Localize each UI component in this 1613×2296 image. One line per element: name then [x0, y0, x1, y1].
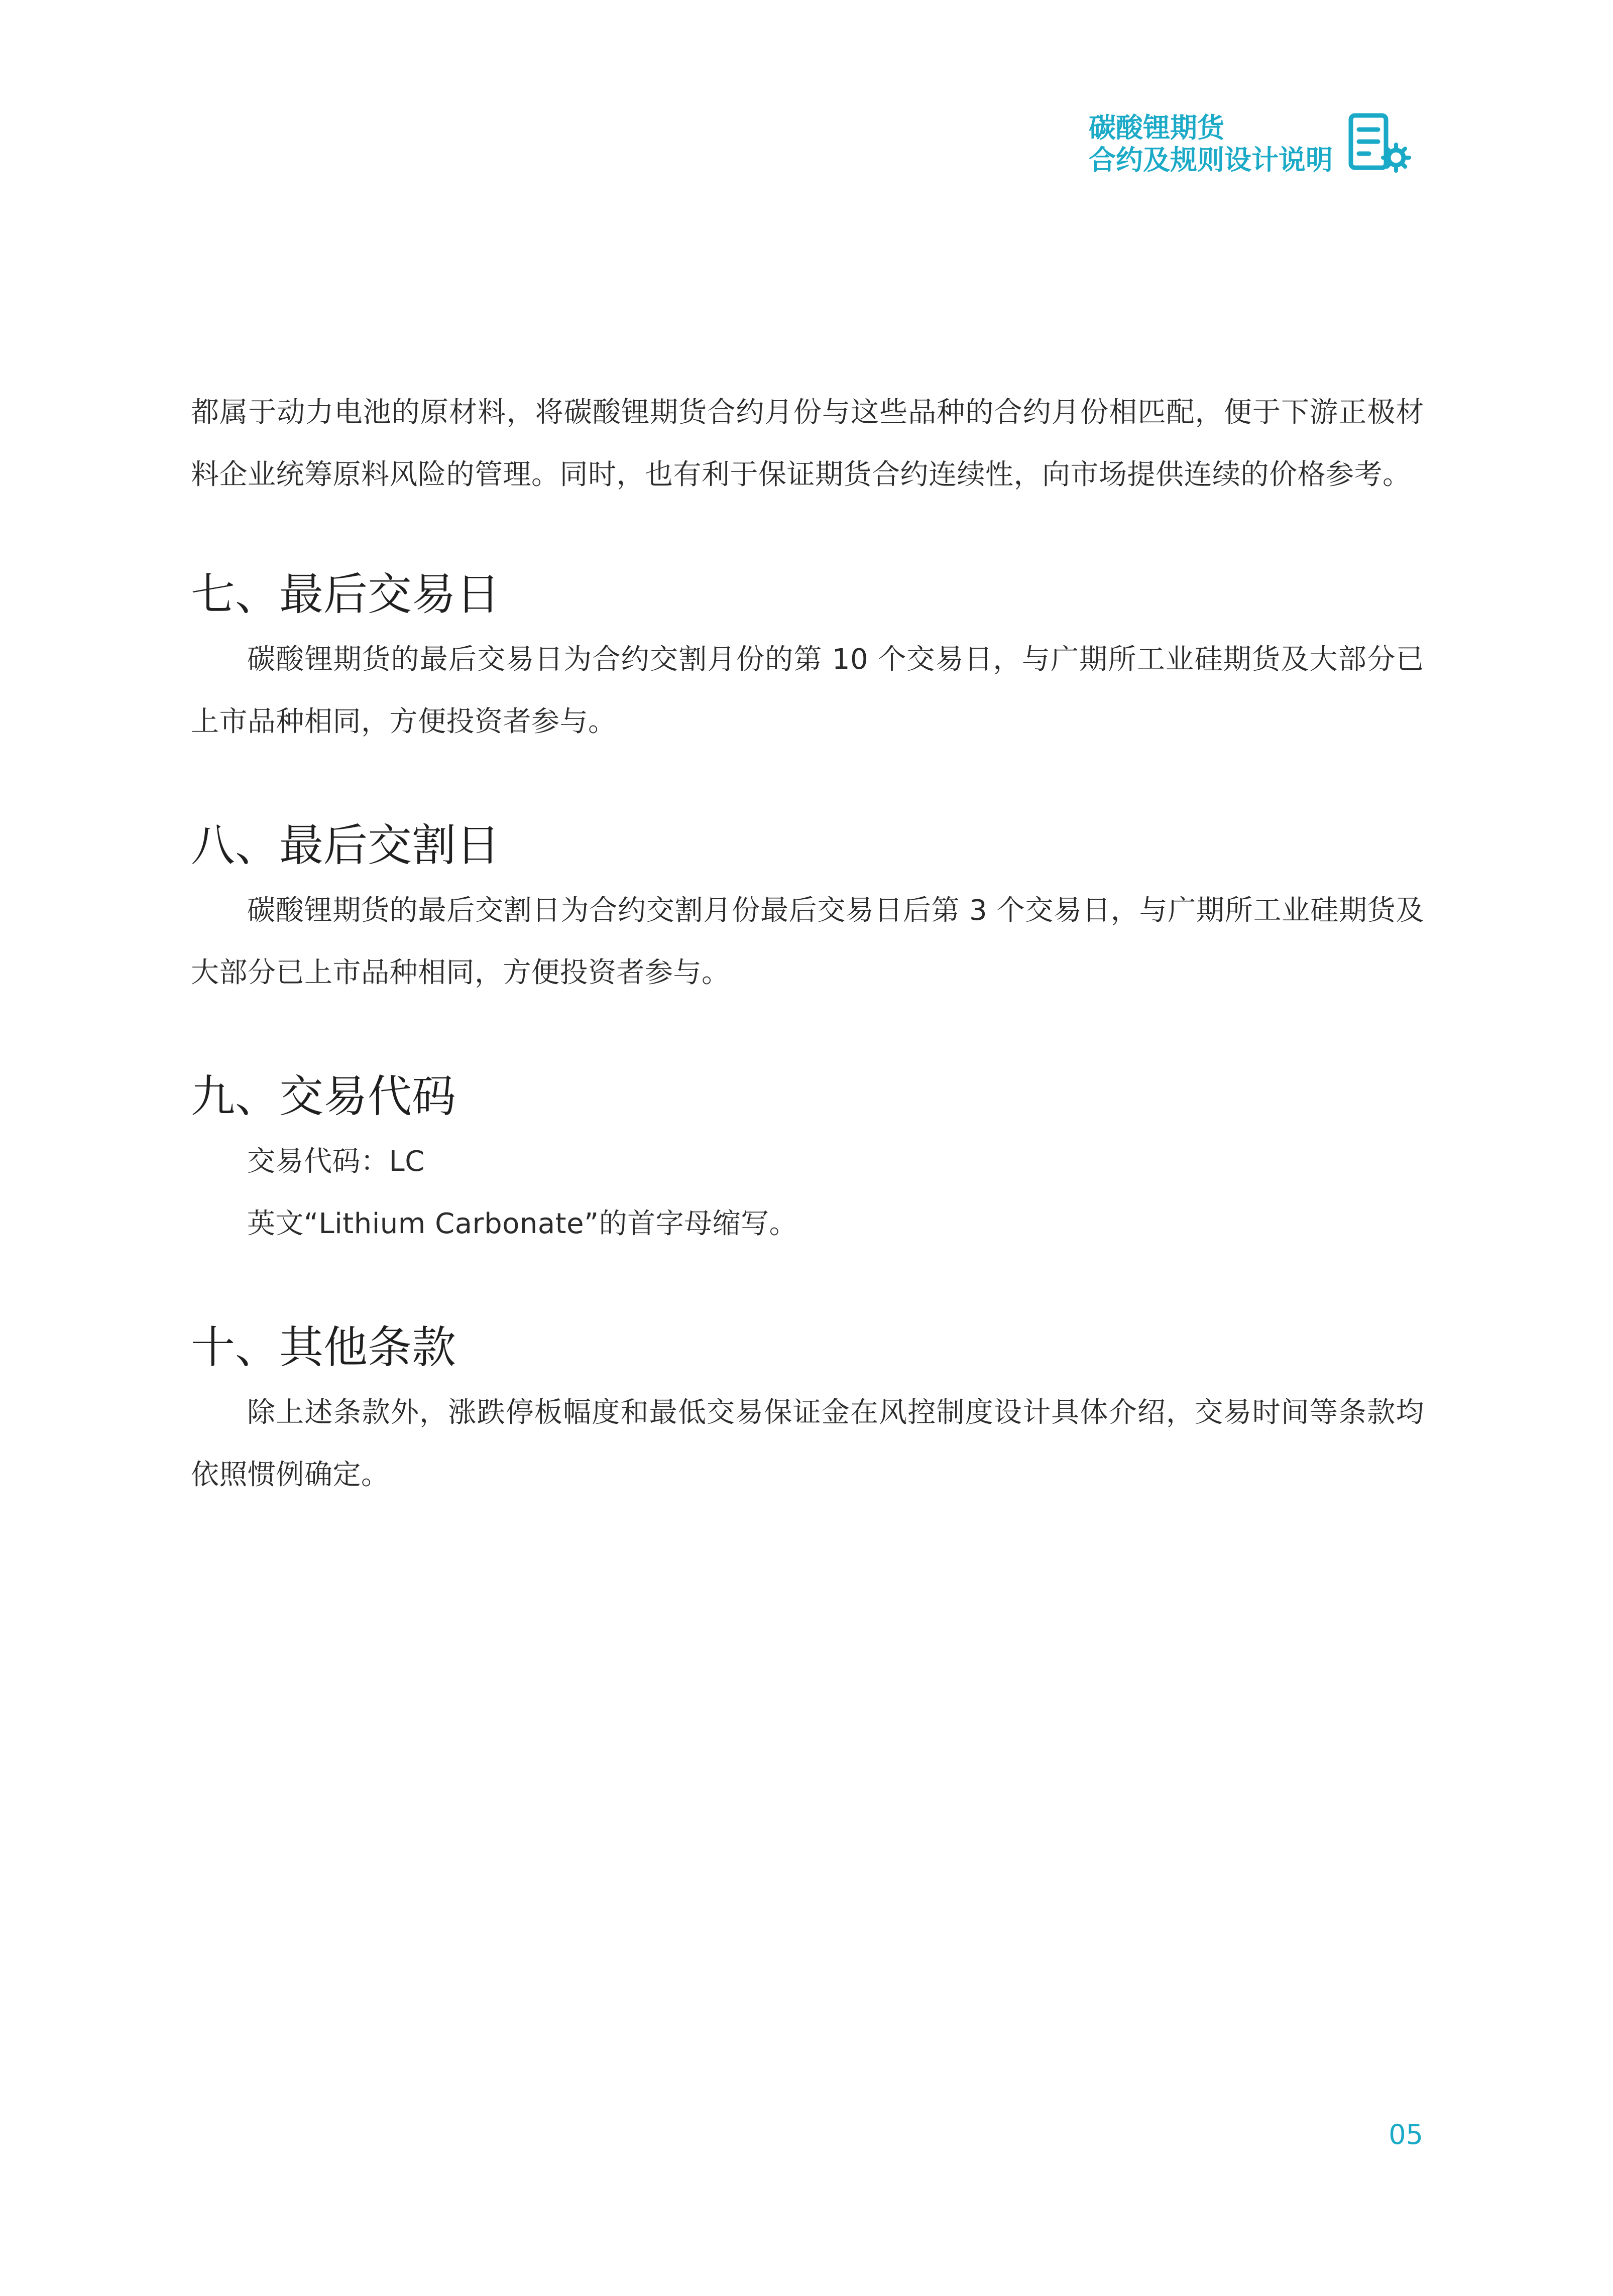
page-header	[1089, 111, 1412, 177]
document-body	[191, 382, 1424, 1506]
section-title-last-delivery-day: 八、最后交割日	[191, 819, 501, 871]
section-paragraph: 碳酸锂期货的最后交割日为合约交割月份最后交易日后第 3 个交易日，与广期所工业硅期货及大部分已上市品种相同，方便投资者参与。	[191, 894, 1424, 989]
section-title-last-trading-day: 七、最后交易日	[191, 568, 501, 620]
section-paragraph: 碳酸锂期货的最后交易日为合约交割月份的第 10 个交易日，与广期所工业硅期货及大部分已上市品种相同，方便投资者参与。	[191, 643, 1424, 738]
header-title-line2: 合约及规则设计说明	[1089, 144, 1333, 176]
header-title-line1: 碳酸锂期货	[1089, 112, 1224, 144]
section-paragraph: 交易代码：LC	[247, 1145, 425, 1178]
intro-paragraph: 都属于动力电池的原材料，将碳酸锂期货合约月份与这些品种的合约月份相匹配，便于下游正极材料企业统筹原料风险的管理。同时，也有利于保证期货合约连续性，向市场提供连续的价格参考。	[191, 396, 1424, 491]
page-number: 05	[1389, 2119, 1423, 2150]
header-title	[1089, 112, 1333, 176]
section-paragraph: 除上述条款外，涨跌停板幅度和最低交易保证金在风控制度设计具体介绍，交易时间等条款均依照惯例确定。	[191, 1396, 1424, 1491]
section-title-trading-code: 九、交易代码	[191, 1070, 456, 1122]
section-paragraph: 英文“Lithium Carbonate”的首字母缩写。	[247, 1207, 798, 1240]
document-gear-icon	[1347, 111, 1412, 177]
section-title-other-terms: 十、其他条款	[191, 1321, 456, 1373]
